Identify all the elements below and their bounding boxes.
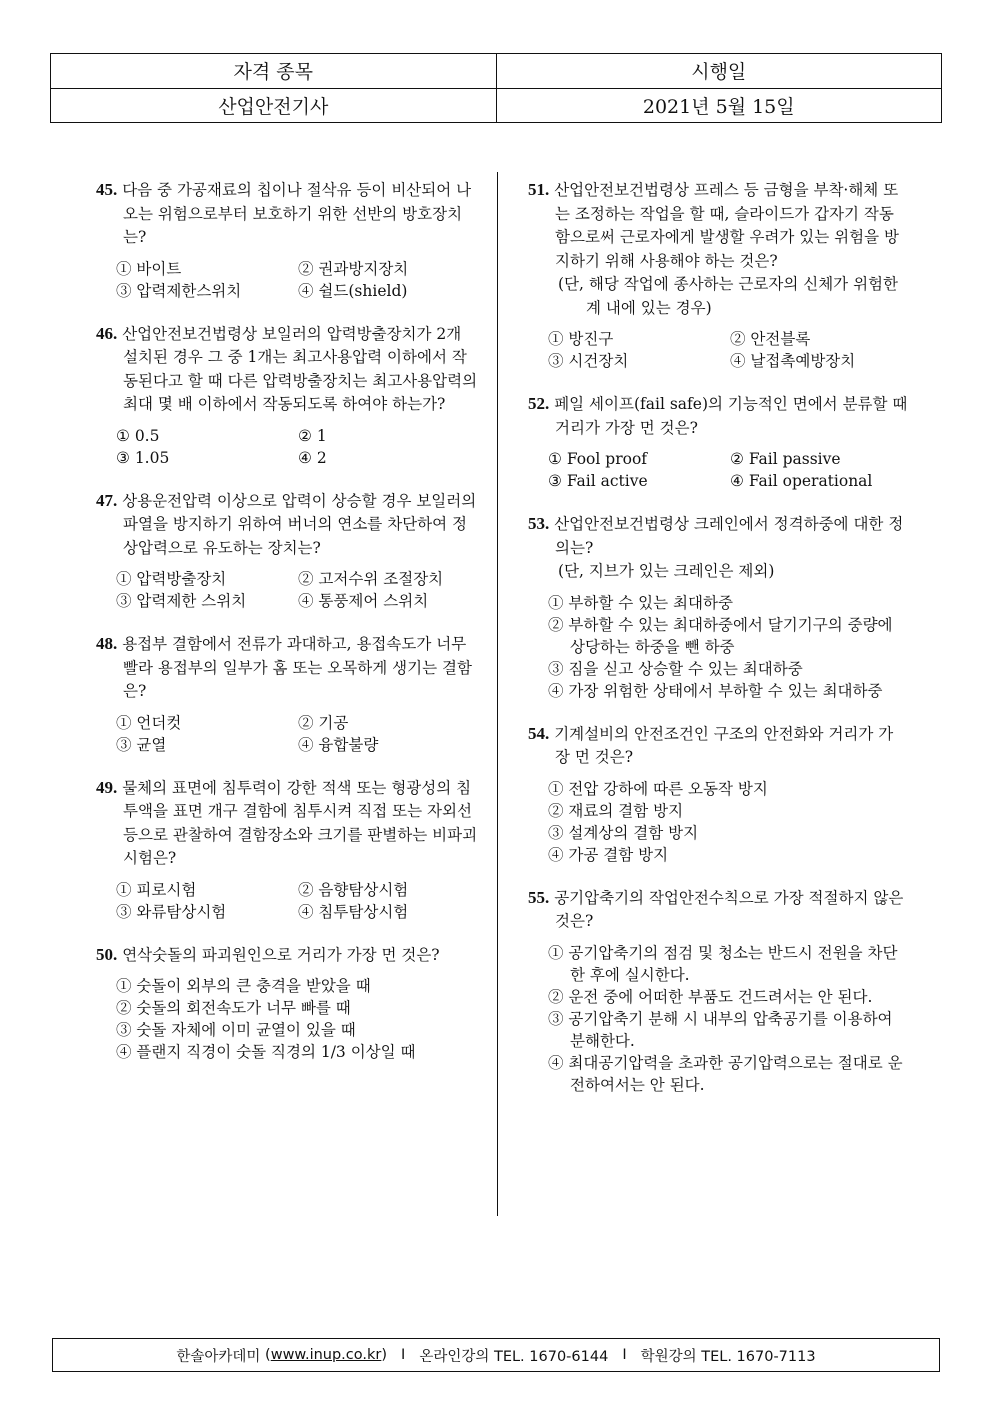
answer-option: ② 운전 중에 어떠한 부품도 건드려서는 안 된다.: [548, 987, 873, 1006]
answer-option: ④ 플랜지 직경이 숫돌 직경의 1/3 이상일 때: [116, 1043, 416, 1061]
left-column: [96, 178, 481, 1083]
answer-option: ② 숫돌의 회전속도가 너무 빠를 때: [116, 999, 351, 1017]
question-text: [528, 392, 908, 440]
answer-options: [96, 568, 481, 612]
answer-option: ④ 침투탐상시험: [298, 902, 409, 921]
answer-option: ① 피로시험: [116, 880, 197, 899]
question: [96, 776, 481, 923]
question-number: 53.: [528, 514, 550, 533]
answer-option: ④ 날접촉예방장치: [730, 352, 856, 370]
footer-url-link[interactable]: www.inup.co.kr: [270, 1347, 382, 1363]
answer-option: ② 재료의 결함 방지: [548, 801, 684, 820]
answer-option: ② 1: [298, 426, 327, 445]
right-column: [528, 178, 908, 1116]
answer-option: ② 고저수위 조절장치: [298, 570, 444, 588]
answer-options: [96, 712, 481, 756]
question-number: 46.: [96, 323, 118, 343]
footer-academy: 한솔아카데미: [176, 1348, 261, 1365]
answer-option: ③ 시건장치: [548, 352, 629, 370]
question: [528, 178, 908, 372]
question: [96, 632, 481, 756]
question-number: 47.: [96, 490, 118, 510]
question-text: [528, 722, 908, 770]
question-text: [96, 489, 481, 561]
answer-options: [528, 778, 908, 866]
question-text: [96, 632, 481, 704]
question: [96, 489, 481, 613]
question-body: 기계설비의 안전조건인 구조의 안전화와 거리가 가장 먼 것은?: [554, 724, 894, 766]
page-footer: 한솔아카데미 ( www.inup.co.kr ) I 온라인강의 TEL. 1670-6144 I 학원강의 TEL. 1670-7113: [52, 1338, 940, 1372]
question: [528, 512, 908, 702]
question-number: 45.: [96, 180, 118, 199]
answer-option: ③ 압력제한스위치: [116, 281, 242, 300]
question-body: 공기압축기의 작업안전수칙으로 가장 적절하지 않은 것은?: [554, 888, 904, 930]
question-number: 48.: [96, 634, 118, 653]
answer-option: ④ 2: [298, 448, 327, 467]
question: [96, 943, 481, 1064]
footer-separator: I: [401, 1347, 406, 1363]
answer-option: ③ 공기압축기 분해 시 내부의 압축공기를 이용하여 분해한다.: [548, 1009, 893, 1050]
header-label-date: 시행일: [496, 54, 942, 89]
answer-option: ② 음향탐상시험: [298, 880, 409, 899]
question-body: 연삭숫돌의 파괴원인으로 거리가 가장 먼 것은?: [122, 945, 440, 964]
answer-option: ① 언더컷: [116, 713, 182, 732]
question-number: 54.: [528, 723, 550, 743]
answer-option: ③ 압력제한 스위치: [116, 592, 247, 610]
question-text: [528, 886, 908, 934]
question: [528, 392, 908, 492]
question-text: [528, 512, 908, 560]
question-text: [96, 322, 481, 417]
answer-options: [96, 425, 481, 469]
answer-option: ③ 설계상의 결함 방지: [548, 823, 699, 842]
answer-option: ① 방진구: [548, 330, 614, 348]
question-body: 물체의 표면에 침투력이 강한 적색 또는 형광성의 침투액을 표면 개구 결함에 침투시켜 직접 또는 자외선 등으로 관찰하여 결함장소와 크기를 판별하는 비파괴시험은?: [122, 778, 478, 867]
question-body: 용접부 결함에서 전류가 과대하고, 용접속도가 너무 빨라 용접부의 일부가 홈 또는 오목하게 생기는 결함은?: [122, 635, 472, 700]
footer-online-phone: 온라인강의 TEL. 1670-6144: [419, 1348, 609, 1365]
header-date: 2021년 5월 15일: [496, 88, 942, 123]
question: [96, 178, 481, 302]
answer-option: ② 권과방지장치: [298, 259, 409, 278]
question-body: 산업안전보건법령상 프레스 등 금형을 부착·해체 또는 조정하는 작업을 할 때, 슬라이드가 갑자기 작동함으로써 근로자에게 발생할 우려가 있는 위험을 방지하기 위해 사용해야 하는 것은?: [554, 181, 899, 270]
answer-options: [96, 975, 481, 1063]
question: [96, 322, 481, 469]
answer-option: ② 기공: [298, 713, 349, 732]
answer-option: ④ 가공 결함 방지: [548, 845, 669, 864]
answer-option: ④ 융합불량: [298, 735, 379, 754]
answer-option: ① Fool proof: [548, 450, 648, 468]
answer-option: ③ 짐을 싣고 상승할 수 있는 최대하중: [548, 659, 803, 678]
answer-option: ① 공기압축기의 점검 및 청소는 반드시 전원을 차단한 후에 실시한다.: [548, 943, 898, 984]
answer-option: ② Fail passive: [730, 450, 841, 468]
answer-option: ④ 가장 위험한 상태에서 부하할 수 있는 최대하중: [548, 681, 883, 700]
answer-options: [96, 879, 481, 923]
question-number: 49.: [96, 777, 118, 797]
answer-option: ② 안전블록: [730, 330, 811, 348]
question-text: [528, 178, 908, 273]
answer-option: ③ 1.05: [116, 448, 170, 467]
answer-option: ④ 통풍제어 스위치: [298, 592, 429, 610]
question: [528, 886, 908, 1096]
answer-option: ① 압력방출장치: [116, 570, 227, 588]
exam-header-table: [50, 53, 942, 123]
question-number: 52.: [528, 394, 550, 413]
question-body: 산업안전보건법령상 보일러의 압력방출장치가 2개 설치된 경우 그 중 1개는 최고사용압력 이하에서 작동된다고 할 때 다른 압력방출장치는 최고사용압력의 최대 몇 배 이하에서 작동되도록 하여야 하는가?: [122, 324, 478, 413]
question-body: 상용운전압력 이상으로 압력이 상승할 경우 보일러의 파열을 방지하기 위하여 버너의 연소를 차단하여 정상압력으로 유도하는 장치는?: [122, 491, 477, 557]
answer-option: ④ 최대공기압력을 초과한 공기압력으로는 절대로 운전하여서는 안 된다.: [548, 1053, 903, 1094]
question-number: 55.: [528, 887, 550, 907]
answer-option: ① 전압 강하에 따른 오동작 방지: [548, 779, 768, 798]
answer-option: ② 부하할 수 있는 최대하중에서 달기기구의 중량에 상당하는 하중을 뺀 하중: [548, 615, 893, 656]
question-number: 51.: [528, 180, 550, 199]
answer-options: [528, 448, 908, 492]
question-body: 다음 중 가공재료의 칩이나 절삭유 등이 비산되어 나오는 위험으로부터 보호하기 위한 선반의 방호장치는?: [122, 181, 472, 246]
question-body: 산업안전보건법령상 크레인에서 정격하중에 대한 정의는?: [554, 515, 904, 557]
question: [528, 722, 908, 866]
header-label-subject: 자격 종목: [51, 54, 497, 89]
answer-option: ③ 숫돌 자체에 이미 균열이 있을 때: [116, 1021, 356, 1039]
answer-options: [96, 258, 481, 302]
answer-options: [528, 942, 908, 1096]
answer-option: ① 부하할 수 있는 최대하중: [548, 593, 733, 612]
answer-option: ③ 균열: [116, 735, 167, 754]
answer-option: ④ Fail operational: [730, 472, 873, 490]
answer-option: ④ 쉴드(shield): [298, 281, 408, 300]
answer-option: ③ 와류탐상시험: [116, 902, 227, 921]
question-note: (단, 해당 작업에 종사하는 근로자의 신체가 위험한계 내에 있는 경우): [558, 275, 898, 317]
footer-offline-phone: 학원강의 TEL. 1670-7113: [640, 1348, 816, 1365]
column-divider: [497, 172, 498, 1216]
answer-options: [528, 328, 908, 372]
question-text: [96, 776, 481, 871]
footer-separator: I: [622, 1347, 627, 1363]
question-note: (단, 지브가 있는 크레인은 제외): [558, 562, 775, 580]
header-subject: 산업안전기사: [51, 88, 497, 123]
answer-option: ③ Fail active: [548, 472, 648, 490]
answer-options: [528, 592, 908, 702]
question-body: 페일 세이프(fail safe)의 기능적인 면에서 분류할 때 거리가 가장 먼 것은?: [554, 395, 908, 437]
answer-option: ① 0.5: [116, 426, 160, 445]
answer-option: ① 숫돌이 외부의 큰 충격을 받았을 때: [116, 977, 371, 995]
question-text: [96, 178, 481, 250]
question-text: [96, 943, 481, 968]
answer-option: ① 바이트: [116, 259, 182, 278]
question-number: 50.: [96, 944, 118, 964]
